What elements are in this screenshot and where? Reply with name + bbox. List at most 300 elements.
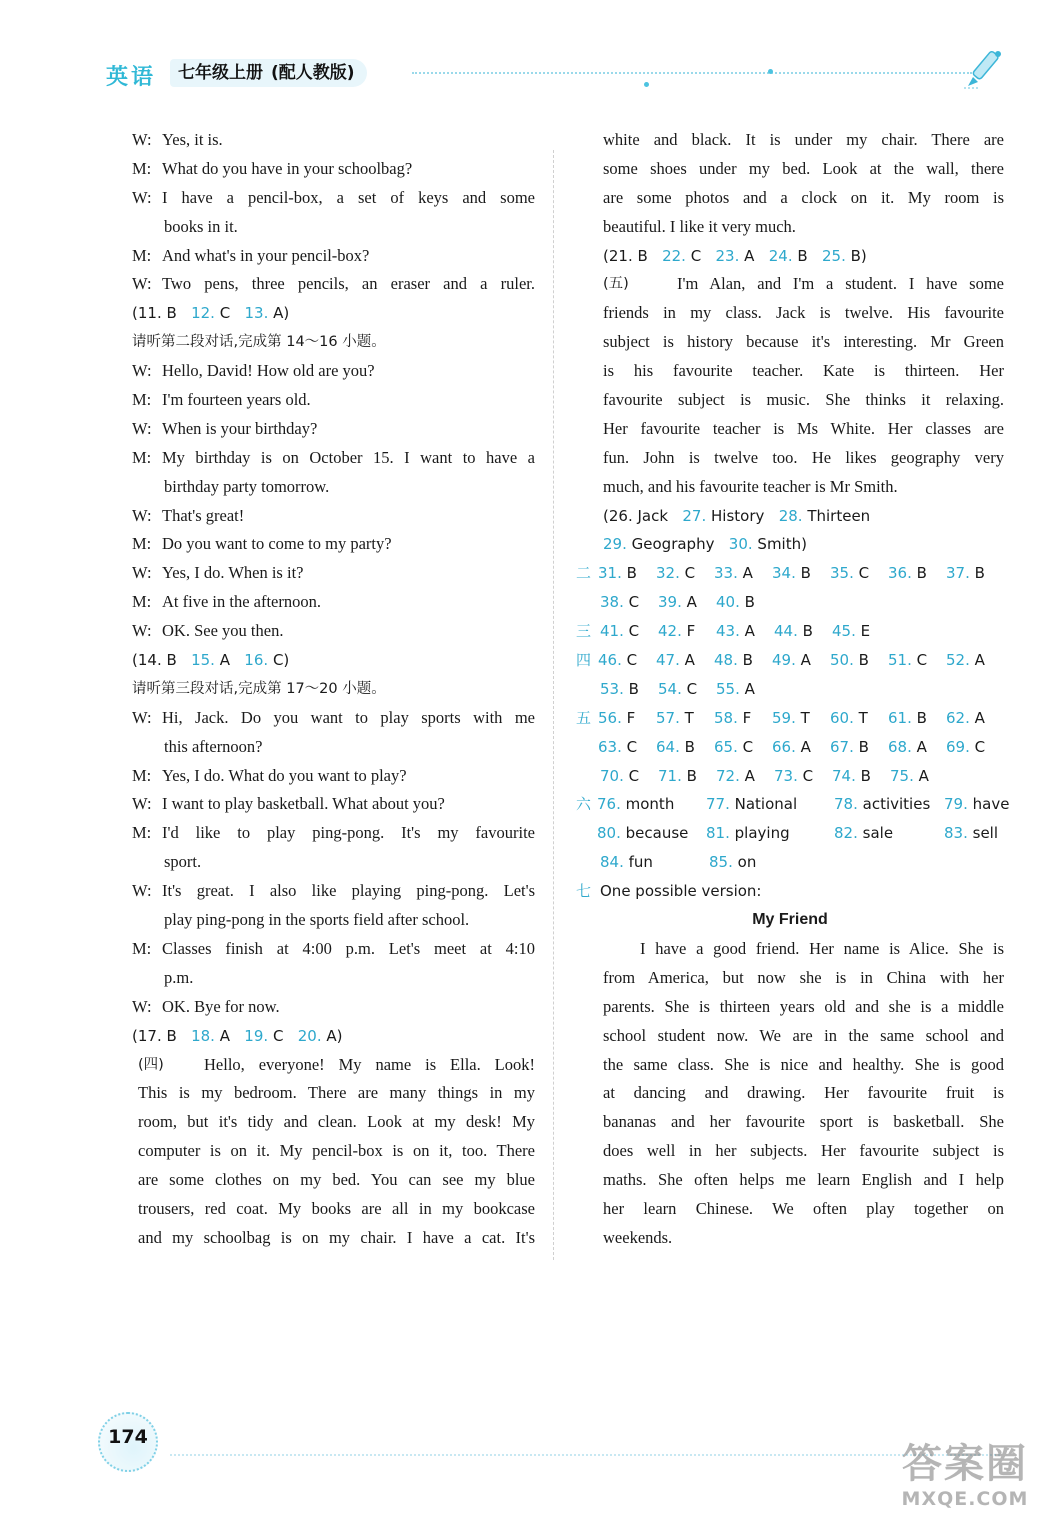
watermark-text: 答案圈 [902, 1441, 1028, 1487]
answer-cell [600, 588, 658, 617]
header-divider [412, 72, 972, 74]
utterance: Yes, it is. [162, 130, 223, 149]
answer: playing [734, 824, 790, 843]
question-number: 68. [888, 737, 912, 756]
answer-line [132, 1022, 535, 1051]
question-number: 45. [832, 622, 856, 641]
passage-text: Hello, everyone! My name is Ella. Look! [204, 1054, 535, 1074]
speaker: W: [132, 418, 152, 438]
essay-line [576, 1051, 1004, 1080]
section-marker: 五 [576, 708, 592, 727]
answer-cell [714, 733, 772, 762]
answer: A [219, 1026, 230, 1045]
utterance: When is your birthday? [162, 418, 318, 438]
essay-text: at dancing and drawing. Her favourite fruit is [603, 1083, 1004, 1103]
section-line [576, 877, 1004, 906]
answer: (11. B [132, 304, 177, 323]
passage-label: (四) [138, 1056, 164, 1073]
question-number: 31. [598, 564, 622, 583]
question-number: 33. [714, 564, 738, 583]
answer-cell [830, 704, 888, 733]
speaker: W: [132, 274, 152, 294]
answer: A [974, 651, 985, 670]
section-marker: 四 [576, 651, 592, 670]
answer-cell [716, 588, 774, 617]
dialogue-line [132, 126, 535, 155]
answer-cell [946, 559, 1004, 588]
section-text: One possible version: [600, 882, 762, 901]
answer-cell [716, 762, 774, 791]
answer-sections [576, 559, 1010, 877]
dialogue-line [132, 415, 535, 444]
speaker: M: [132, 447, 152, 467]
answer-cell [888, 733, 946, 762]
question-number: 54. [658, 679, 682, 698]
answer-line [576, 242, 1004, 271]
essay-text: maths. She often helps me learn English and I help [603, 1170, 1004, 1190]
speaker: W: [132, 505, 152, 525]
section-marker [576, 819, 597, 848]
passage-text: favourite subject is music. She thinks it relaxing. [603, 390, 1004, 410]
answer-cell [774, 762, 832, 791]
answer: (14. B [132, 651, 177, 670]
dialogue-line [132, 559, 535, 588]
essay-text: her learn Chinese. We often play together on [603, 1198, 1004, 1218]
speaker: M: [132, 534, 152, 554]
speaker: M: [132, 592, 152, 612]
dialogue-line [132, 155, 535, 184]
utterance: OK. See you then. [162, 621, 284, 641]
question-number: 48. [714, 651, 738, 670]
answer: C [272, 1026, 284, 1045]
question-number: 28. [778, 506, 803, 525]
answer: month [625, 795, 675, 814]
watermark-url: MXQE.COM [901, 1488, 1029, 1510]
utterance: I want to play basketball. What about you? [162, 794, 445, 814]
question-number: 53. [600, 679, 624, 698]
answer: (21. B [603, 246, 648, 265]
answer-cell [598, 559, 656, 588]
answer: C [628, 593, 640, 612]
utterance: Classes finish at 4:00 p.m. Let's meet at 4:10 [162, 938, 535, 958]
passage-line [132, 1166, 535, 1195]
speaker: M: [132, 158, 152, 178]
question-number: 24. [768, 246, 793, 265]
answer: B [802, 622, 813, 641]
answer: B [686, 766, 697, 785]
answer-cell [706, 790, 834, 819]
dialogue-continuation: books in it. [164, 216, 238, 236]
question-number: 67. [830, 737, 854, 756]
essay-text: school student now. We are in the same school and [603, 1025, 1004, 1045]
answer-cell [772, 559, 830, 588]
answer: fun [628, 853, 653, 872]
question-number: 70. [600, 766, 624, 785]
essay-text: I have a good friend. Her name is Alice. She is [640, 938, 1004, 958]
passage-text: and my schoolbag is on my chair. I have a cat. It's [138, 1227, 535, 1247]
answer: sale [862, 824, 894, 843]
utterance: Do you want to come to my party? [162, 534, 392, 554]
answer-cell [830, 646, 888, 675]
question-number: 12. [191, 304, 215, 323]
answer-cell [709, 848, 837, 877]
question-number: 66. [772, 737, 796, 756]
essay-line [576, 935, 1004, 964]
speaker: W: [132, 707, 152, 727]
essay-text: does well in her subjects. Her favourite subject is [603, 1141, 1004, 1161]
passage-line [576, 415, 1004, 444]
answer: A [744, 246, 755, 265]
answer: T [800, 708, 810, 727]
dialogue-continuation: p.m. [164, 967, 194, 987]
section-marker [576, 588, 600, 617]
section-marker [576, 762, 600, 791]
question-number: 84. [600, 853, 624, 872]
utterance: Two pens, three pencils, an eraser and a ruler. [162, 274, 535, 294]
passage-line [576, 328, 1004, 357]
answer: History [711, 506, 765, 525]
question-number: 63. [598, 737, 622, 756]
passage-line [576, 184, 1004, 213]
section-marker: 三 [576, 622, 592, 641]
essay-text: from America, but now she is in China with her [603, 967, 1004, 987]
passage-text: friends in my class. Jack is twelve. His favourite [603, 303, 1004, 323]
essay-line [576, 964, 1004, 993]
answer: C [974, 737, 986, 756]
answer: T [684, 708, 694, 727]
question-number: 43. [716, 622, 740, 641]
answer-row [576, 819, 1004, 848]
passage-line [576, 126, 1004, 155]
essay-line [576, 1166, 1004, 1195]
section-marker [576, 733, 598, 762]
answer: sell [972, 824, 999, 843]
answer: A [974, 708, 985, 727]
answer: B [858, 737, 869, 756]
passage-text: I'm Alan, and I'm a student. I have some [677, 274, 1004, 294]
answer: A) [326, 1026, 343, 1045]
answer: C [628, 766, 640, 785]
question-number: 69. [946, 737, 970, 756]
speaker: W: [132, 996, 152, 1016]
answer-cell [656, 733, 714, 762]
passage-line [576, 444, 1004, 473]
section-marker [576, 848, 600, 877]
subject-label: 英语 [106, 65, 157, 90]
utterance: I have a pencil-box, a set of keys and some [162, 187, 535, 207]
answer: Thirteen [807, 506, 871, 525]
answer-cell [706, 819, 834, 848]
question-number: 30. [728, 535, 753, 554]
answer: because [625, 824, 689, 843]
passage-text: some shoes under my bed. Look at the wall, there [603, 158, 1004, 178]
answer-cell [830, 559, 888, 588]
edition-text: (配人教版) [271, 63, 355, 83]
answer: B [916, 564, 927, 583]
answer: C [858, 564, 870, 583]
answer-cell [946, 646, 1004, 675]
dialogue-line [132, 819, 535, 848]
answer-cell [944, 790, 1010, 819]
question-number: 25. [821, 246, 846, 265]
question-number: 78. [834, 795, 858, 814]
dialogue-line [132, 762, 535, 791]
question-number: 64. [656, 737, 680, 756]
question-number: 71. [658, 766, 682, 785]
passage-line [132, 1051, 535, 1080]
speaker: W: [132, 563, 152, 583]
answer-line [132, 299, 535, 328]
instruction-text: 请听第二段对话,完成第 14～16 小题。 [132, 334, 386, 351]
pen-icon [960, 46, 1006, 92]
dialogue-continuation: sport. [164, 852, 202, 872]
dialogue-line [132, 790, 535, 819]
left-column [132, 126, 535, 1253]
dialogue-line [132, 444, 535, 473]
speaker: W: [132, 794, 152, 814]
question-number: 42. [658, 622, 682, 641]
answer: C [628, 622, 640, 641]
utterance: My birthday is on October 15. I want to have a [162, 447, 535, 467]
answer-cell [832, 617, 890, 646]
essay-line [576, 1137, 1004, 1166]
answer-line [576, 530, 1004, 559]
answer: on [737, 853, 757, 872]
answer: C [802, 766, 814, 785]
question-number: 29. [603, 535, 627, 554]
answer: B [628, 679, 639, 698]
answer-line [576, 502, 1004, 531]
passage-line [576, 299, 1004, 328]
answer-cell [658, 675, 716, 704]
passage-text: computer is on it. My pencil-box is on it, too. There [138, 1141, 535, 1161]
section-marker: 二 [576, 564, 592, 583]
utterance: It's great. I also like playing ping-pong. Let's [162, 881, 535, 901]
question-number: 79. [944, 795, 968, 814]
question-number: 59. [772, 708, 796, 727]
answer-cell [890, 762, 948, 791]
question-number: 76. [597, 795, 621, 814]
answer-row [576, 617, 1004, 646]
essay-text: bananas and her favourite sport is basketball. She [603, 1112, 1004, 1132]
question-number: 47. [656, 651, 680, 670]
utterance: Hi, Jack. Do you want to play sports with me [162, 707, 535, 727]
answer: F [626, 708, 636, 727]
answer-cell [658, 762, 716, 791]
passage-line [132, 1195, 535, 1224]
answer: activities [862, 795, 931, 814]
question-number: 19. [244, 1026, 269, 1045]
answer: A [800, 737, 811, 756]
question-number: 22. [662, 246, 686, 265]
question-number: 55. [716, 679, 740, 698]
answer-cell [600, 617, 658, 646]
question-number: 37. [946, 564, 970, 583]
passage-text: white and black. It is under my chair. There are [603, 130, 1004, 149]
speaker: W: [132, 881, 152, 901]
dialogue-line [132, 184, 535, 213]
answer: A [744, 622, 755, 641]
answer: A) [273, 304, 290, 323]
question-number: 65. [714, 737, 738, 756]
answer-row [576, 848, 1004, 877]
grade-label [170, 59, 367, 87]
question-number: 23. [715, 246, 740, 265]
passage-text: is his favourite teacher. Kate is thirteen. Her [603, 361, 1004, 381]
answer: C [916, 651, 928, 670]
question-number: 16. [244, 651, 269, 670]
answer: B [860, 766, 871, 785]
answer-cell [598, 646, 656, 675]
question-number: 34. [772, 564, 796, 583]
speaker: M: [132, 938, 152, 958]
dialogue-line [132, 877, 535, 906]
answer-row [576, 675, 1004, 704]
answer: C [626, 651, 638, 670]
dialogue-continuation: birthday party tomorrow. [164, 476, 330, 496]
answer: A [686, 593, 697, 612]
answer-row [576, 790, 1010, 819]
answer-cell [888, 704, 946, 733]
essay-line [576, 1195, 1004, 1224]
answer-row [576, 733, 1004, 762]
answer: B [916, 708, 927, 727]
answer-row [576, 646, 1004, 675]
answer: B [974, 564, 985, 583]
answer: A [744, 679, 755, 698]
passage-text: much, and his favourite teacher is Mr Smith. [603, 476, 898, 496]
question-number: 72. [716, 766, 740, 785]
answer: B [742, 651, 753, 670]
essay-body [576, 935, 1004, 1253]
essay-line [576, 1079, 1004, 1108]
answer-cell [714, 559, 772, 588]
dialogue-line [132, 386, 535, 415]
question-number: 27. [682, 506, 707, 525]
utterance: At five in the afternoon. [162, 592, 321, 612]
essay-line [576, 993, 1004, 1022]
question-number: 75. [890, 766, 914, 785]
essay-line [576, 1108, 1004, 1137]
header-dot [644, 82, 649, 87]
answer-cell [598, 733, 656, 762]
answer: B [858, 651, 869, 670]
utterance: Yes, I do. When is it? [162, 563, 304, 583]
passage-line [132, 1079, 535, 1108]
question-number: 74. [832, 766, 856, 785]
page-number-badge [92, 1412, 164, 1468]
answer: Jack [637, 506, 669, 525]
answer-cell [946, 733, 1004, 762]
passage-line [576, 473, 1004, 502]
answer: C [742, 737, 754, 756]
essay-title: My Friend [752, 911, 828, 929]
utterance: Hello, David! How old are you? [162, 361, 375, 381]
question-number: 73. [774, 766, 798, 785]
grade-text: 七年级上册 [178, 63, 263, 83]
answer: B) [850, 246, 867, 265]
dialogue-continuation: play ping-pong in the sports field after school. [164, 910, 470, 930]
question-number: 39. [658, 593, 682, 612]
utterance: That's great! [162, 505, 245, 525]
answer: have [972, 795, 1010, 814]
answer: C [626, 737, 638, 756]
answer-cell [597, 790, 706, 819]
answer-cell [600, 848, 709, 877]
answer: A [684, 651, 695, 670]
passage-line [132, 1108, 535, 1137]
utterance: I'm fourteen years old. [162, 390, 311, 410]
question-number: 41. [600, 622, 624, 641]
answer: A [916, 737, 927, 756]
answer-cell [774, 617, 832, 646]
utterance: What do you have in your schoolbag? [162, 158, 413, 178]
question-number: 83. [944, 824, 968, 843]
answer: B [797, 246, 808, 265]
instruction-text: 请听第三段对话,完成第 17～20 小题。 [132, 680, 386, 697]
answer: F [742, 708, 752, 727]
dialogue-line [132, 530, 535, 559]
passage-text: are some clothes on my bed. You can see my blue [138, 1170, 535, 1190]
essay-line [576, 1224, 1004, 1253]
answer-cell [656, 646, 714, 675]
question-number: 57. [656, 708, 680, 727]
passage-line [576, 270, 1004, 299]
question-number: 35. [830, 564, 854, 583]
passage-text: This is my bedroom. There are many things in my [138, 1083, 535, 1103]
answer-cell [714, 646, 772, 675]
section-marker [576, 675, 600, 704]
header-dot [768, 69, 773, 74]
answer-cell [656, 559, 714, 588]
answer: B [684, 737, 695, 756]
utterance: And what's in your pencil-box? [162, 245, 370, 265]
passage-text: trousers, red coat. My books are all in my bookcase [138, 1198, 535, 1218]
question-number: 51. [888, 651, 912, 670]
question-number: 81. [706, 824, 730, 843]
speaker: W: [132, 187, 152, 207]
passage-text: are some photos and a clock on it. My room is [603, 187, 1004, 207]
answer-cell [597, 819, 706, 848]
answer-cell [772, 646, 830, 675]
answer-cell [946, 704, 1004, 733]
answer: B [744, 593, 755, 612]
answer: A [800, 651, 811, 670]
answer: C) [272, 651, 290, 670]
question-number: 20. [297, 1026, 322, 1045]
answer: E [860, 622, 871, 641]
answer-cell [888, 559, 946, 588]
dialogue-line [132, 502, 535, 531]
answer-cell [830, 733, 888, 762]
answer: Smith) [757, 535, 807, 554]
question-number: 52. [946, 651, 970, 670]
question-number: 13. [244, 304, 269, 323]
footer-divider [170, 1454, 1000, 1456]
essay-line [576, 1022, 1004, 1051]
answer: C [686, 679, 698, 698]
answer-cell [716, 675, 774, 704]
essay-text: weekends. [603, 1227, 673, 1247]
speaker: M: [132, 245, 152, 265]
question-number: 85. [709, 853, 733, 872]
watermark-logo [880, 1440, 1050, 1530]
passage-line [576, 213, 1004, 242]
question-number: 36. [888, 564, 912, 583]
answer: A [918, 766, 929, 785]
passage-text: Her favourite teacher is Ms White. Her classes are [603, 418, 1004, 438]
utterance: OK. Bye for now. [162, 996, 280, 1016]
